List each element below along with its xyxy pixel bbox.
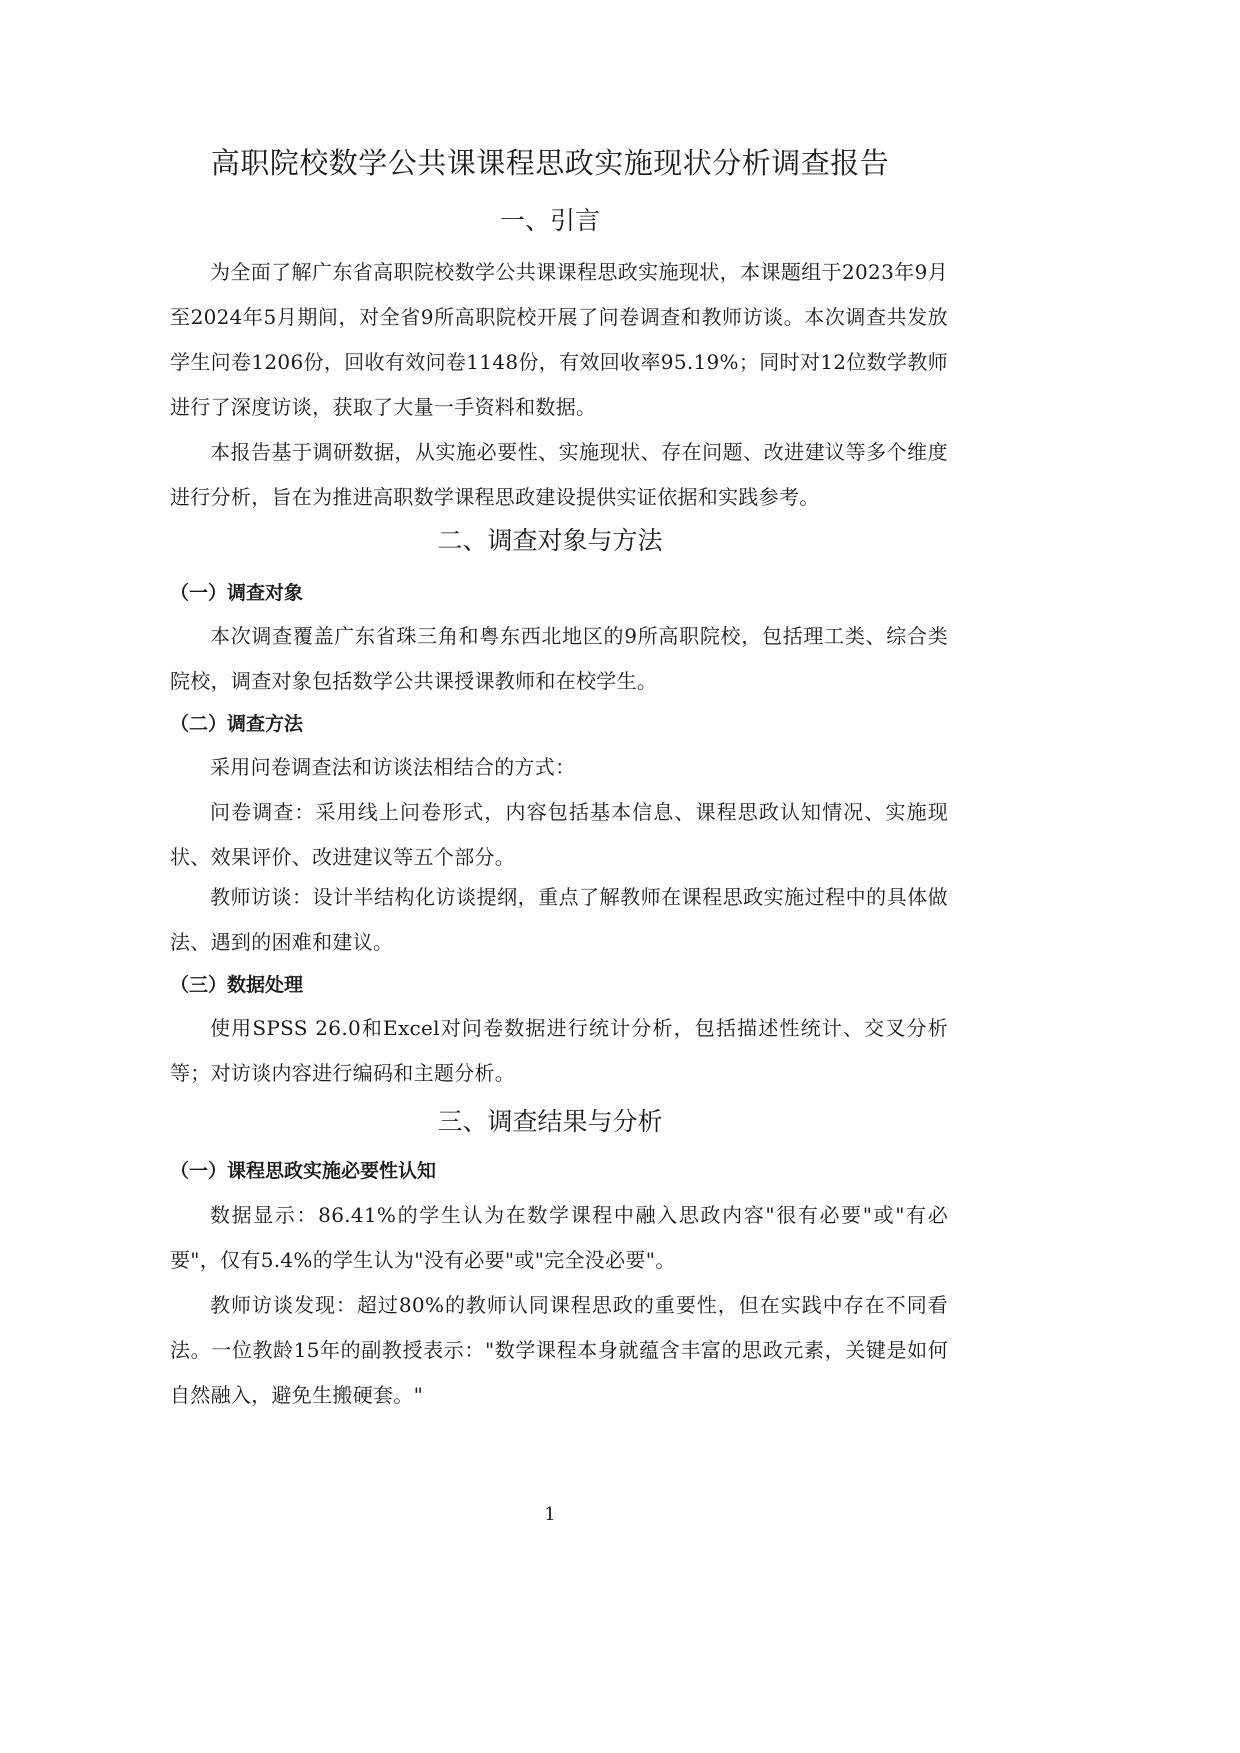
paragraph-survey-methods-3: 教师访谈：设计半结构化访谈提纲，重点了解教师在课程思政实施过程中的具体做法、遇到的困难和建议。: [170, 885, 948, 954]
paragraph-survey-methods-1: 采用问卷调查法和访谈法相结合的方式：: [210, 755, 576, 779]
subheading-survey-subjects: （一）调查对象: [170, 582, 304, 604]
page-number: 1: [544, 1504, 556, 1525]
paragraph-survey-methods-2: 问卷调查：采用线上问卷形式，内容包括基本信息、课程思政认知情况、实施现状、效果评价、改进建议等五个部分。: [170, 800, 948, 869]
subheading-necessity-perception: （一）课程思政实施必要性认知: [170, 1160, 437, 1182]
section-heading-results-analysis: 三、调查结果与分析: [437, 1107, 663, 1136]
paragraph-data-processing: 使用SPSS 26.0和Excel对问卷数据进行统计分析，包括描述性统计、交叉分析等；对访谈内容进行编码和主题分析。: [170, 1016, 948, 1085]
paragraph-necessity-data: 数据显示：86.41%的学生认为在数学课程中融入思政内容"很有必要"或"有必要"，仅有5.4%的学生认为"没有必要"或"完全没必要"。: [170, 1203, 948, 1272]
section-heading-introduction: 一、引言: [499, 206, 600, 235]
subheading-survey-methods: （二）调查方法: [170, 713, 304, 735]
document-title: 高职院校数学公共课课程思政实施现状分析调查报告: [210, 146, 890, 180]
paragraph-teacher-interview: 教师访谈发现：超过80%的教师认同课程思政的重要性，但在实践中存在不同看法。一位教龄15年的副教授表示："数学课程本身就蕴含丰富的思政元素，关键是如何自然融入，避免生搬硬套。": [170, 1293, 948, 1407]
subheading-data-processing: （三）数据处理: [170, 974, 304, 996]
paragraph-introduction-1: 为全面了解广东省高职院校数学公共课课程思政实施现状，本课题组于2023年9月至2024年5月期间，对全省9所高职院校开展了问卷调查和教师访谈。本次调查共发放学生问卷1206份，回收有效问卷1148份，有效回收率95.19%；同时对12位数学教师进行了深度访谈，获取了大量一手资料和数据。: [170, 260, 948, 419]
paragraph-survey-subjects: 本次调查覆盖广东省珠三角和粤东西北地区的9所高职院校，包括理工类、综合类院校，调查对象包括数学公共课授课教师和在校学生。: [170, 624, 948, 693]
section-heading-subjects-methods: 二、调查对象与方法: [437, 526, 663, 555]
paragraph-introduction-2: 本报告基于调研数据，从实施必要性、实施现状、存在问题、改进建议等多个维度进行分析，旨在为推进高职数学课程思政建设提供实证依据和实践参考。: [170, 440, 948, 509]
